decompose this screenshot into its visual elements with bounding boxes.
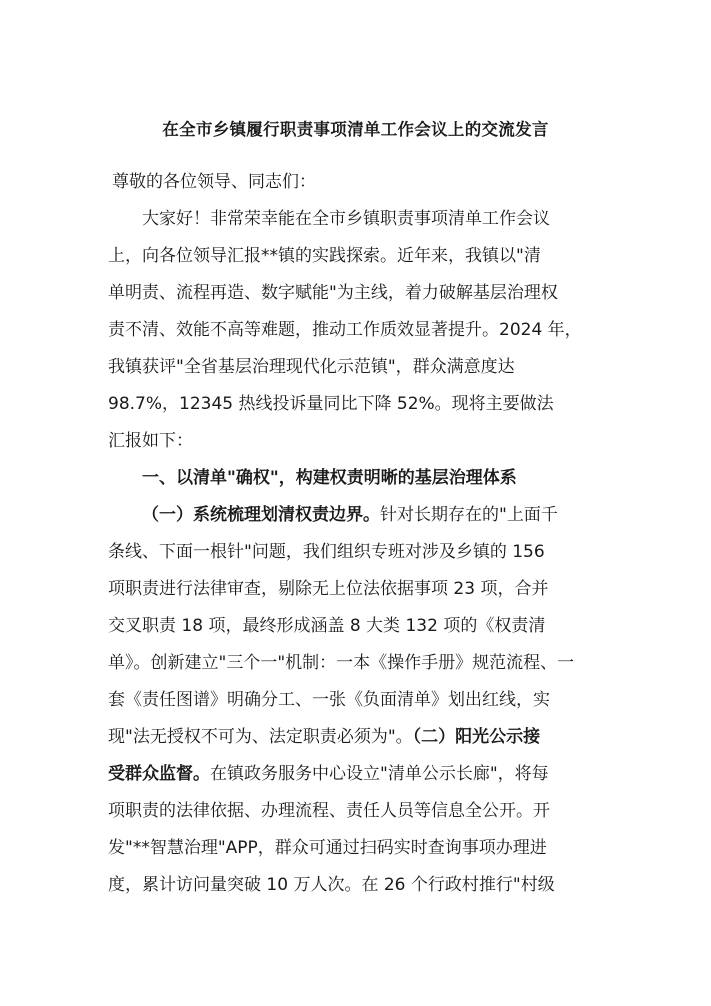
- intro-line: 我镇获评"全省基层治理现代化示范镇"，群众满意度达: [108, 357, 515, 377]
- subsection-2-text: 在镇政务服务中心设立"清单公示长廊"，将每: [210, 764, 549, 784]
- intro-line: 上，向各位领导汇报**镇的实践探索。近年来，我镇以"清: [108, 246, 541, 266]
- paragraph-line: 发"**智慧治理"APP，群众可通过扫码实时查询事项办理进: [108, 838, 547, 858]
- paragraph-line: 度，累计访问量突破 10 万人次。在 26 个行政村推行"村级: [108, 875, 555, 895]
- paragraph-line: 套《责任图谱》明确分工、一张《负面清单》划出红线，实: [108, 690, 550, 710]
- document-title: 在全市乡镇履行职责事项清单工作会议上的交流发言: [162, 120, 549, 139]
- subsection-1-heading: （一）系统梳理划清权责边界。: [142, 505, 380, 525]
- intro-line: 单明责、流程再造、数字赋能"为主线，着力破解基层治理权: [108, 283, 558, 303]
- intro-line: 责不清、效能不高等难题，推动工作质效显著提升。2024 年，: [108, 320, 582, 340]
- mixed-line: [108, 719, 608, 756]
- paragraph-line: 项职责进行法律审查，剔除无上位法依据事项 23 项，合并: [108, 579, 549, 599]
- subsection-2-heading-end: 受群众监督。: [108, 764, 210, 784]
- paragraph-line: 单》。创新建立"三个一"机制：一本《操作手册》规范流程、一: [108, 653, 575, 673]
- paragraph-line: 条线、下面一根针"问题，我们组织专班对涉及乡镇的 156: [108, 542, 545, 562]
- salutation: 尊敬的各位领导、同志们：: [112, 172, 316, 192]
- document-body: [108, 164, 608, 904]
- subsection-2-heading-start: （二）阳光公示接: [412, 727, 541, 747]
- intro-line: 汇报如下：: [108, 431, 193, 451]
- paragraph-line: 项职责的法律依据、办理流程、责任人员等信息全公开。开: [108, 801, 550, 821]
- paragraph-line: 交叉职责 18 项，最终形成涵盖 8 大类 132 项的《权责清: [108, 616, 546, 636]
- section-heading: 一、以清单"确权"，构建权责明晰的基层治理体系: [142, 468, 517, 488]
- mixed-line: [108, 756, 608, 793]
- subsection-1-text: 针对长期存在的"上面千: [380, 505, 558, 525]
- intro-line: 大家好！非常荣幸能在全市乡镇职责事项清单工作会议: [142, 209, 550, 229]
- subsection-1-last-text: 现"法无授权不可为、法定职责必须为"。: [108, 727, 413, 747]
- intro-line: 98.7%，12345 热线投诉量同比下降 52%。现将主要做法: [108, 394, 554, 414]
- subsection-1-first-line: [108, 497, 608, 534]
